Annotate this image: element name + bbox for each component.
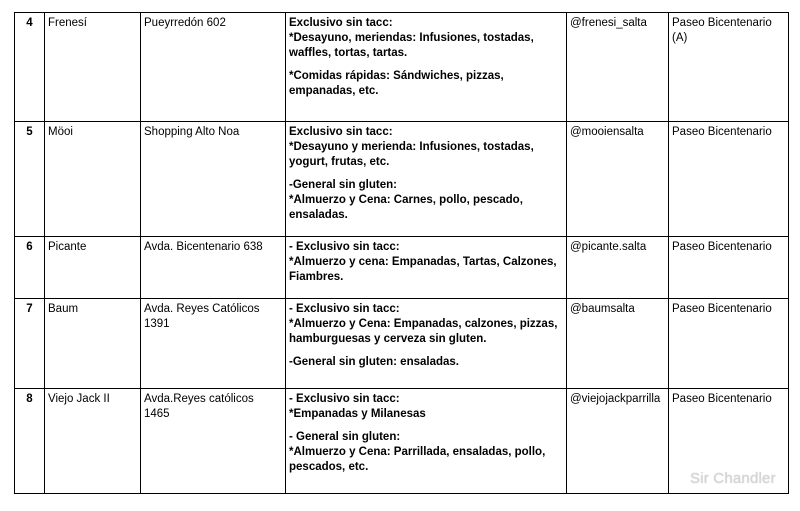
menu-description: [286, 13, 567, 122]
menu-description: [286, 237, 567, 299]
menu-paragraph: - Exclusivo sin tacc: *Empanadas y Milanesas: [289, 393, 426, 420]
menu-description: [286, 299, 567, 389]
restaurant-table: [14, 12, 789, 494]
restaurant-name: Picante: [45, 237, 141, 299]
restaurant-name: Baum: [45, 299, 141, 389]
restaurant-address: Pueyrredón 602: [141, 13, 286, 122]
instagram-handle: @frenesi_salta: [567, 13, 669, 122]
zone-name: Paseo Bicentenario: [669, 237, 789, 299]
row-number: 4: [15, 13, 45, 122]
menu-paragraph: - Exclusivo sin tacc: *Almuerzo y Cena: Empanadas, calzones, pizzas, hamburguesas y cerveza sin gluten.: [289, 303, 558, 345]
restaurant-table-body: [15, 13, 789, 494]
zone-name: Paseo Bicentenario: [669, 122, 789, 237]
zone-name: Paseo Bicentenario (A): [669, 13, 789, 122]
menu-paragraph: - General sin gluten: *Almuerzo y Cena: Parrillada, ensaladas, pollo, pescados, etc.: [289, 431, 546, 473]
restaurant-name: Möoi: [45, 122, 141, 237]
table-row: [15, 237, 789, 299]
zone-name: Paseo Bicentenario: [669, 389, 789, 494]
restaurant-address: Avda.Reyes católicos 1465: [141, 389, 286, 494]
restaurant-name: Viejo Jack II: [45, 389, 141, 494]
table-row: [15, 389, 789, 494]
menu-description: [286, 389, 567, 494]
table-row: [15, 122, 789, 237]
row-number: 7: [15, 299, 45, 389]
restaurant-name: Frenesí: [45, 13, 141, 122]
instagram-handle: @baumsalta: [567, 299, 669, 389]
menu-paragraph: *Comidas rápidas: Sándwiches, pizzas, empanadas, etc.: [289, 70, 504, 97]
table-row: [15, 299, 789, 389]
instagram-handle: @mooiensalta: [567, 122, 669, 237]
menu-description: [286, 122, 567, 237]
row-number: 5: [15, 122, 45, 237]
menu-paragraph: - Exclusivo sin tacc: *Almuerzo y cena: Empanadas, Tartas, Calzones, Fiambres.: [289, 241, 557, 283]
table-row: [15, 13, 789, 122]
row-number: 8: [15, 389, 45, 494]
menu-paragraph: Exclusivo sin tacc: *Desayuno, meriendas: Infusiones, tostadas, waffles, tortas, tartas.: [289, 17, 534, 59]
menu-paragraph: Exclusivo sin tacc: *Desayuno y merienda: Infusiones, tostadas, yogurt, frutas, etc.: [289, 126, 534, 168]
instagram-handle: @viejojackparrilla: [567, 389, 669, 494]
row-number: 6: [15, 237, 45, 299]
restaurant-address: Shopping Alto Noa: [141, 122, 286, 237]
watermark-logo: Sir Chandler: [690, 470, 776, 487]
restaurant-address: Avda. Reyes Católicos 1391: [141, 299, 286, 389]
zone-name: Paseo Bicentenario: [669, 299, 789, 389]
menu-paragraph: -General sin gluten: *Almuerzo y Cena: Carnes, pollo, pescado, ensaladas.: [289, 179, 523, 221]
restaurant-address: Avda. Bicentenario 638: [141, 237, 286, 299]
menu-paragraph: -General sin gluten: ensaladas.: [289, 356, 459, 368]
instagram-handle: @picante.salta: [567, 237, 669, 299]
